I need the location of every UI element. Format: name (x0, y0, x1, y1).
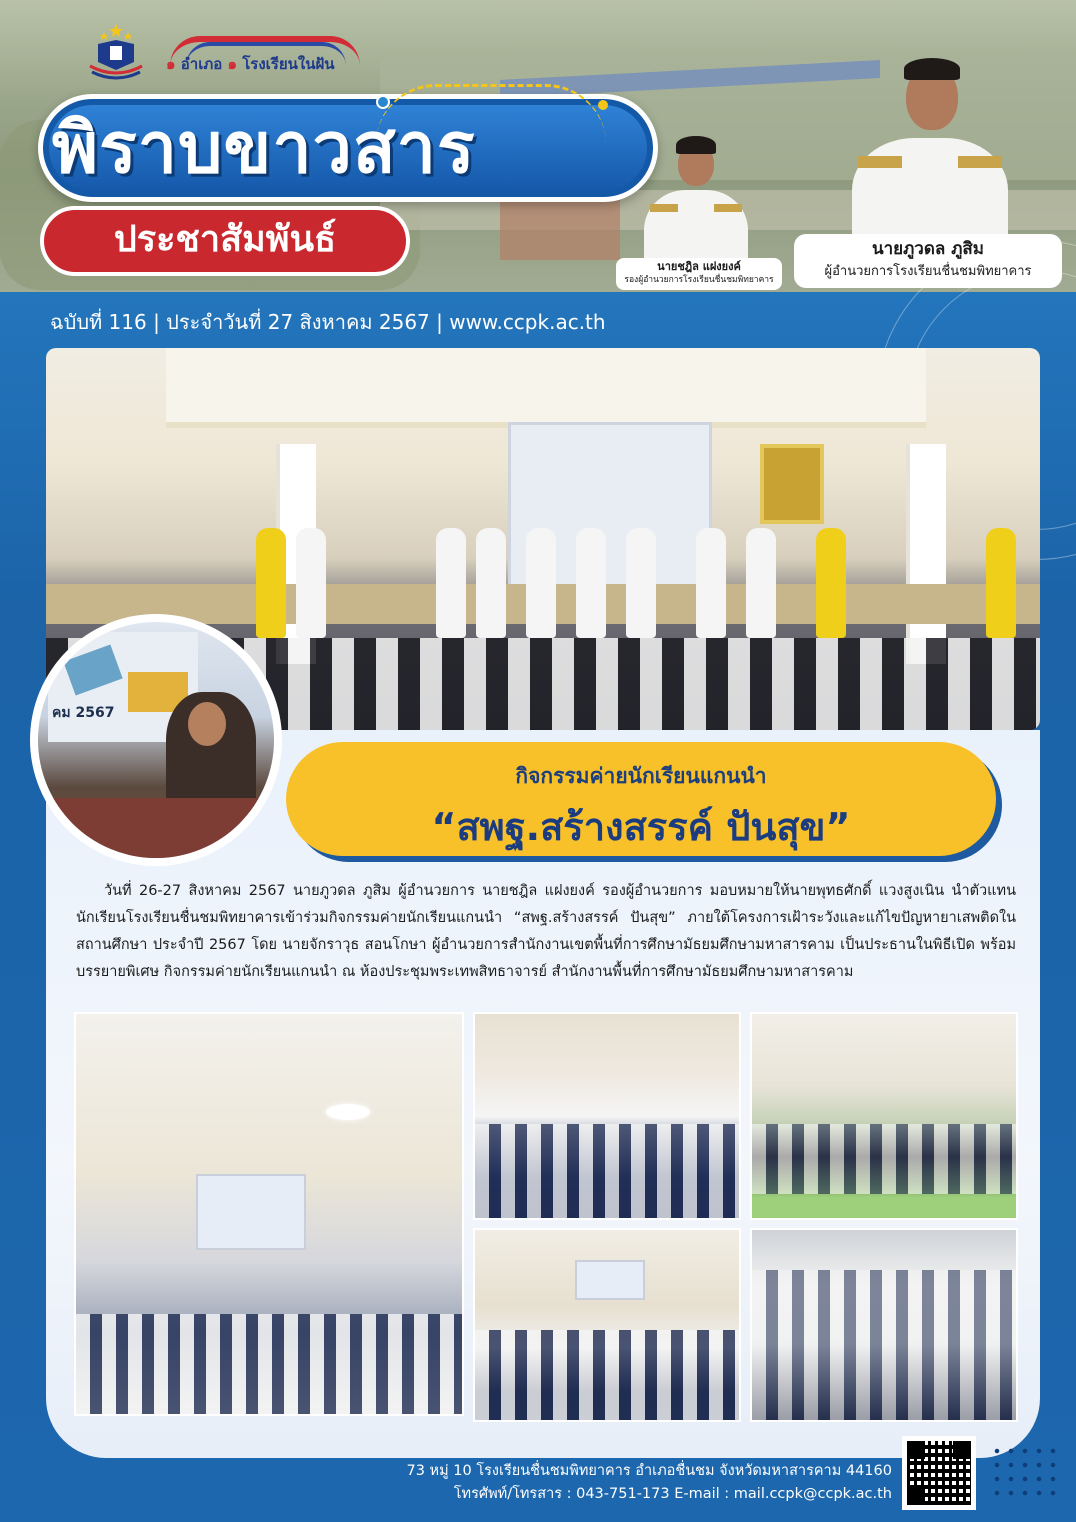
one-district-one-dream-school-logo: ๑ อำเภอ ๑ โรงเรียนในฝัน (166, 36, 366, 76)
director-photo (846, 56, 1014, 256)
gallery-photo (473, 1228, 741, 1422)
school-logo (84, 22, 148, 80)
article-headline: “สพฐ.สร้างสรรค์ ปันสุข” (431, 805, 851, 849)
person-name: นายชฎิล แฝงยงค์ (657, 260, 741, 273)
deputy-director-nameplate (616, 258, 782, 290)
person-role: ผู้อำนวยการโรงเรียนชื่นชมพิทยาคาร (824, 264, 1032, 279)
footer-contact (300, 1460, 892, 1506)
newsletter-title: พิราบขาวสาร (52, 107, 476, 189)
gallery-photo (473, 1012, 741, 1220)
article-kicker: กิจกรรมค่ายนักเรียนแกนนำ (515, 764, 767, 788)
qr-code[interactable] (902, 1436, 976, 1510)
person-role: รองผู้อำนวยการโรงเรียนชื่นชมพิทยาคาร (624, 275, 774, 285)
gallery-photo (750, 1228, 1018, 1422)
gallery-photo (750, 1012, 1018, 1220)
gallery-photo (74, 1012, 464, 1416)
inset-screen-text: คม 2567 (52, 705, 115, 721)
footer-address: 73 หมู่ 10 โรงเรียนชื่นชมพิทยาคาร อำเภอชื่นชม จังหวัดมหาสารคาม 44160 (406, 1463, 892, 1479)
newsletter-subtitle: ประชาสัมพันธ์ (113, 219, 337, 260)
issue-info-line: ฉบับที่ 116 | ประจำวันที่ 27 สิงหาคม 2567 | www.ccpk.ac.th (50, 310, 606, 334)
decorative-dots (990, 1444, 1060, 1504)
speaker-inset-photo (30, 614, 282, 866)
person-name: นายภูวดล ภูสิม (871, 239, 985, 259)
footer-phone-email[interactable]: โทรศัพท์/โทรสาร : 043-751-173 E-mail : mail.ccpk@ccpk.ac.th (453, 1486, 892, 1502)
article-body: วันที่ 26-27 สิงหาคม 2567 นายภูวดล ภูสิม ผู้อำนวยการ นายชฎิล แฝงยงค์ รองผู้อำนวยการ มอบหมายให้นายพุทธศักดิ์ แวงสูงเนิน นำตัวแทนนักเรียนโรงเรียนชื่นชมพิทยาคารเข้าร่วมกิจกรรมค่ายนักเรียนแกนนำ “สพฐ.สร้างสรรค์ ปันสุข” ภายใต้โครงการเฝ้าระวังและแก้ไขปัญหายาเสพติดในสถานศึกษา ประจำปี 2567 โดย นายจักราวุธ สอนโกษา ผู้อำนวยการสำนักงานเขตพื้นที่การศึกษามัธยมศึกษามหาสารคาม เป็นประธานในพิธีเปิด พร้อมบรรยายพิเศษ กิจกรรมค่ายนักเรียนแกนนำ ณ ห้องประชุมพระเทพสิทธาจารย์ สำนักงานพื้นที่การศึกษามัธยมศึกษามหาสารคาม (76, 883, 1016, 980)
